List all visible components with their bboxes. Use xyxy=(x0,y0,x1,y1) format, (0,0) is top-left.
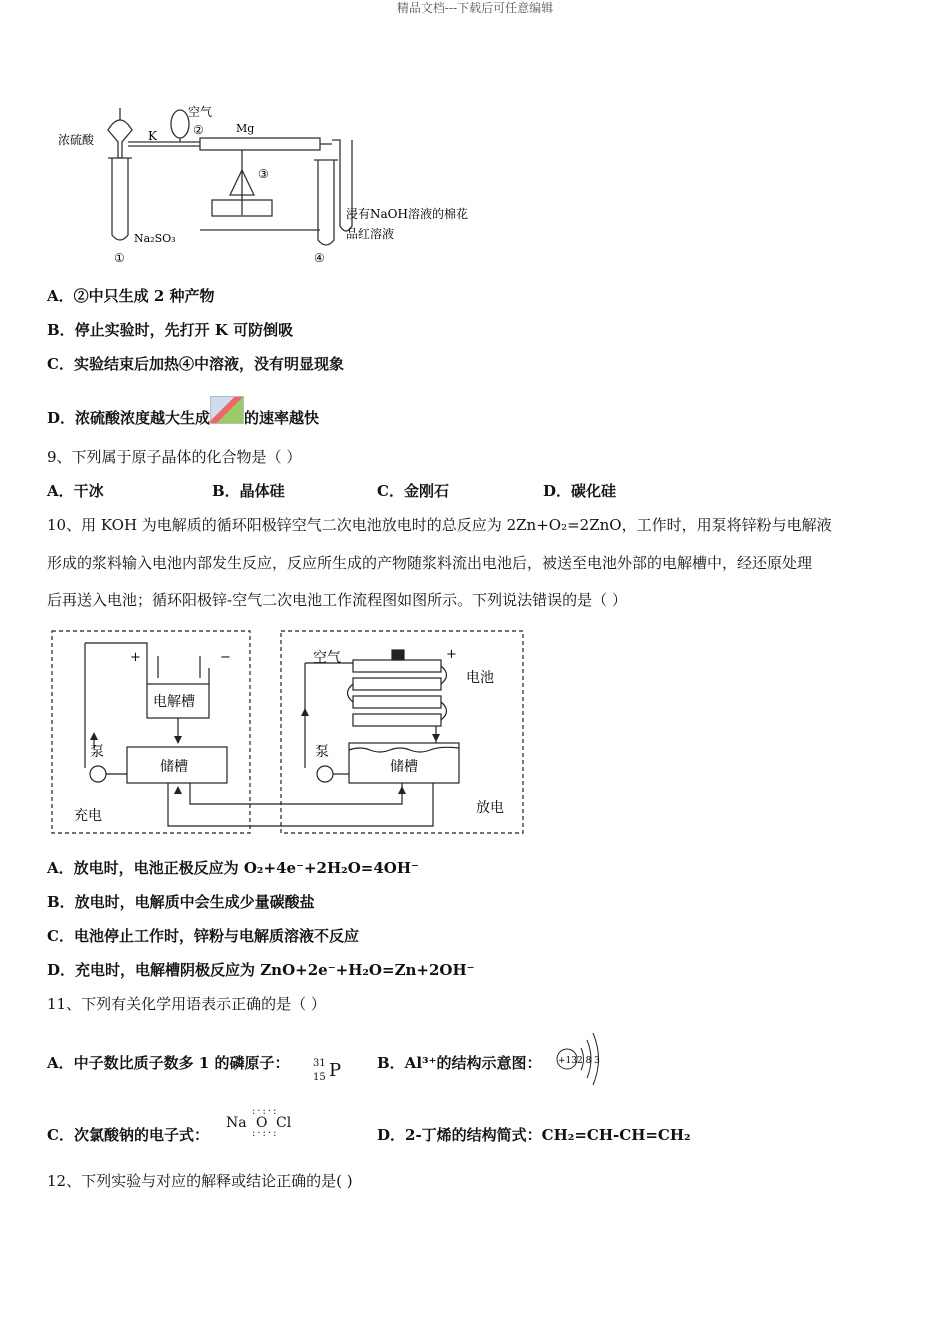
q11-option-b: B．Al³⁺的结构示意图： xyxy=(377,1054,542,1072)
q10-option-a: A．放电时，电池正极反应为 O₂+4e⁻+2H₂O=4OH⁻ xyxy=(47,859,419,877)
q8-option-d xyxy=(47,400,319,428)
shell-electrons: 2 8 3 xyxy=(577,1056,600,1066)
o-symbol: O xyxy=(256,1115,268,1131)
label-3: ③ xyxy=(258,167,269,181)
q9-option-b: B．晶体硅 xyxy=(212,482,285,500)
q10-option-b: B．放电时，电解质中会生成少量碳酸盐 xyxy=(47,893,315,911)
q11-option-d: D．2-丁烯的结构简式：CH₂=CH-CH=CH₂ xyxy=(377,1126,691,1144)
label-na2so3: Na₂SO₃ xyxy=(134,232,176,245)
electrolyzer-minus: − xyxy=(220,650,231,665)
label-1: ① xyxy=(114,251,125,265)
label-discharge: 放电 xyxy=(476,800,504,816)
nucleus-charge: +13 xyxy=(558,1056,577,1066)
q10-stem-line2: 形成的浆料输入电池内部发生反应，反应所生成的产物随浆料流出电池后，被送至电池外部的电解槽中，经还原处理 xyxy=(47,554,813,572)
q11-option-c: C．次氯酸钠的电子式： xyxy=(47,1126,209,1144)
label-4: ④ xyxy=(314,251,325,265)
q9-option-a: A．干冰 xyxy=(47,482,104,500)
q10-stem-line3: 后再送入电池；循环阳极锌-空气二次电池工作流程图如图所示。下列说法错误的是（ ） xyxy=(47,591,627,609)
mass-number: 31 xyxy=(313,1058,326,1069)
al-ion-structure-diagram xyxy=(553,1030,605,1088)
label-battery: 电池 xyxy=(466,670,494,686)
q11-stem: 11、下列有关化学用语表示正确的是（ ） xyxy=(47,995,326,1013)
q9-stem: 9、下列属于原子晶体的化合物是（ ） xyxy=(47,448,302,466)
cl-symbol: Cl xyxy=(276,1115,292,1131)
apparatus-figure xyxy=(50,100,500,270)
q12-stem: 12、下列实验与对应的解释或结论正确的是( ) xyxy=(47,1172,353,1190)
electron-dots-top: :·:·: xyxy=(252,1106,279,1117)
label-air: 空气 xyxy=(188,105,213,119)
q10-option-d: D．充电时，电解槽阴极反应为 ZnO+2e⁻+H₂O=Zn+2OH⁻ xyxy=(47,961,475,979)
label-pump-right: 泵 xyxy=(315,744,329,760)
q9-option-c: C．金刚石 xyxy=(377,482,449,500)
q8-d-pre: D．浓硫酸浓度越大生成 xyxy=(47,409,211,427)
electrolyzer-plus: + xyxy=(130,650,141,665)
electron-dots-bottom: :·:·: xyxy=(252,1128,279,1139)
label-electrolyzer: 电解槽 xyxy=(153,694,195,710)
na-symbol: Na xyxy=(226,1115,247,1131)
label-acid: 浓硫酸 xyxy=(58,133,95,147)
label-pump-left: 泵 xyxy=(90,744,104,760)
label-air: 空气 xyxy=(313,650,341,666)
label-2: ② xyxy=(193,123,204,137)
battery-flow-diagram xyxy=(50,628,526,836)
label-tank-left: 储槽 xyxy=(160,759,188,775)
label-charge: 充电 xyxy=(74,808,102,824)
q8-option-c: C．实验结束后加热④中溶液，没有明显现象 xyxy=(47,355,344,373)
q8-option-a: A．②中只生成 2 种产物 xyxy=(47,287,215,305)
q9-option-d: D．碳化硅 xyxy=(543,482,617,500)
q10-option-c: C．电池停止工作时，锌粉与电解质溶液不反应 xyxy=(47,927,359,945)
element-symbol: P xyxy=(329,1060,342,1081)
label-cotton: 浸有NaOH溶液的棉花 xyxy=(346,207,468,221)
label-tank-right: 储槽 xyxy=(390,759,418,775)
broken-image-icon xyxy=(210,396,244,424)
phosphorus-nuclide xyxy=(313,1058,353,1088)
q8-option-b: B．停止实验时，先打开 K 可防倒吸 xyxy=(47,321,294,339)
naclo-electron-formula xyxy=(226,1106,298,1139)
q8-d-post: 的速率越快 xyxy=(244,409,320,427)
atomic-number: 15 xyxy=(313,1072,326,1083)
page-header: 精品文档---下载后可任意编辑 xyxy=(396,1,554,15)
battery-plus: + xyxy=(446,647,457,662)
q10-stem-line1: 10、用 KOH 为电解质的循环阳极锌空气二次电池放电时的总反应为 2Zn+O₂=2ZnO，工作时，用泵将锌粉与电解液 xyxy=(47,516,832,534)
label-k: K xyxy=(148,129,157,143)
label-pinred: 品红溶液 xyxy=(346,227,395,241)
label-mg: Mg xyxy=(236,122,255,135)
q11-option-a: A．中子数比质子数多 1 的磷原子： xyxy=(47,1054,290,1072)
